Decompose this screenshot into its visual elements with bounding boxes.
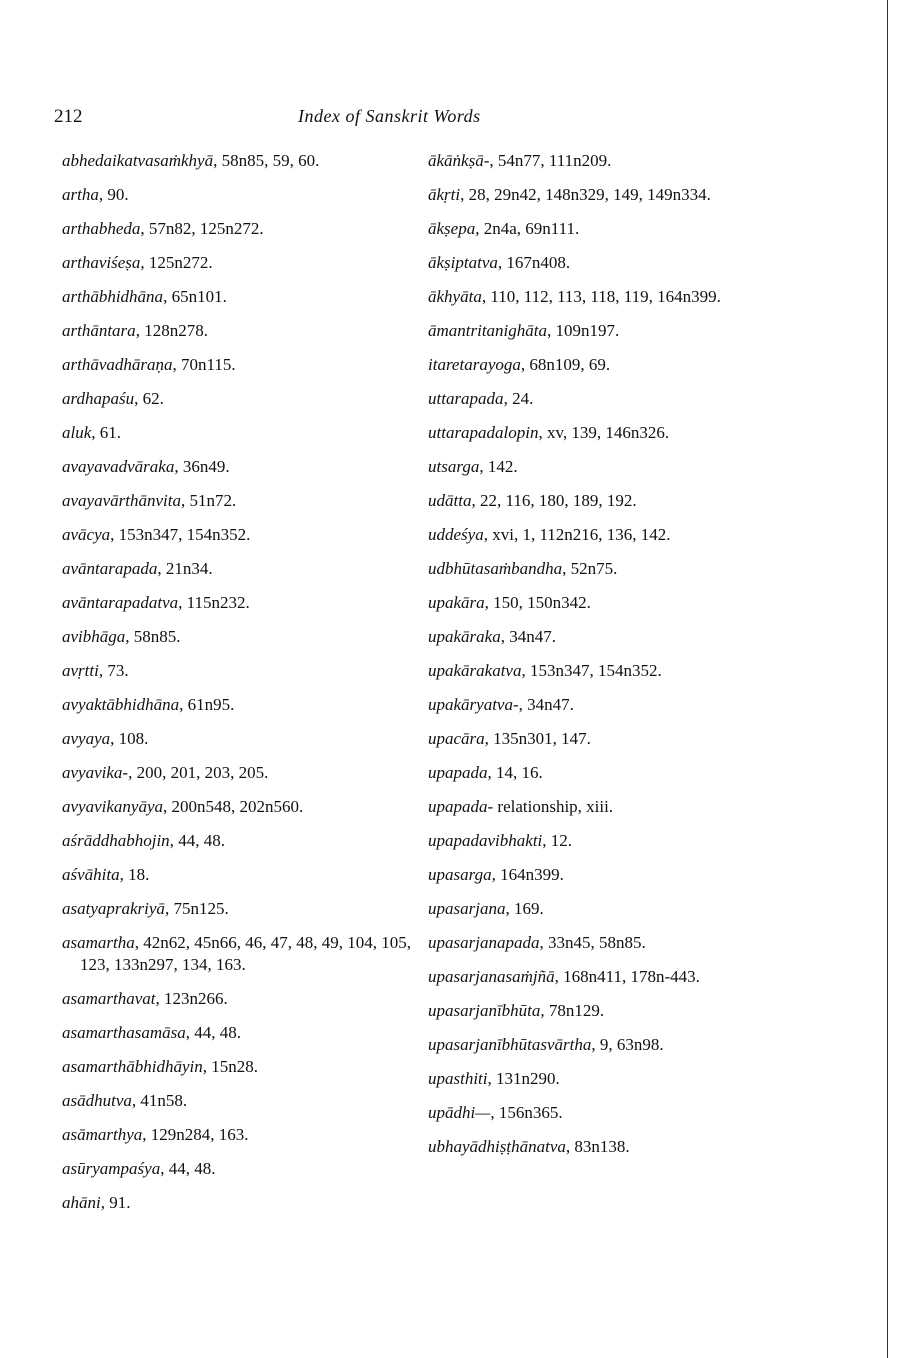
- headword: arthabheda: [62, 219, 141, 238]
- page-references: , 128n278.: [135, 321, 208, 340]
- index-entry: [428, 592, 768, 614]
- page-references: , 200, 201, 203, 205.: [128, 763, 269, 782]
- headword: uttarapadalopin: [428, 423, 539, 442]
- headword: avyaya: [62, 729, 111, 748]
- headword: upasarga: [428, 865, 492, 884]
- index-entry: [428, 1102, 768, 1124]
- index-entry: [428, 1034, 768, 1056]
- headword: ākṛti: [428, 185, 461, 204]
- page-references: , 153n347, 154n352.: [521, 661, 662, 680]
- index-entry: [62, 388, 412, 410]
- page-references: , 125n272.: [140, 253, 213, 272]
- index-entry: [62, 728, 412, 750]
- headword: asamarthasamāsa: [62, 1023, 186, 1042]
- page-references: , 44, 48.: [169, 831, 225, 850]
- index-entry: [428, 252, 768, 274]
- index-entry: [428, 1136, 768, 1158]
- page-references: , 70n115.: [172, 355, 236, 374]
- index-entry: [428, 898, 768, 920]
- page-references: , 90.: [98, 185, 129, 204]
- headword: aśvāhita: [62, 865, 120, 884]
- index-column-right: [428, 150, 768, 1170]
- headword: avayavārthānvita: [62, 491, 181, 510]
- index-entry: [428, 728, 768, 750]
- index-entry: [62, 932, 412, 976]
- index-entry: [428, 218, 768, 240]
- index-entry: [62, 796, 412, 818]
- index-entry: [62, 1192, 412, 1214]
- page-references: , 54n77, 111n209.: [489, 151, 612, 170]
- running-title: Index of Sanskrit Words: [298, 106, 481, 126]
- headword: arthāntara: [62, 321, 136, 340]
- index-entry: [428, 1068, 768, 1090]
- page-references: , 164n399.: [491, 865, 564, 884]
- page-references: , 115n232.: [178, 593, 250, 612]
- headword: asamarthābhidhāyin: [62, 1057, 203, 1076]
- headword: upapada-: [428, 797, 494, 816]
- index-entry: [62, 592, 412, 614]
- index-entry: [62, 660, 412, 682]
- page-references: , 33n45, 58n85.: [539, 933, 646, 952]
- index-entry: [62, 1158, 412, 1180]
- page-references: , 65n101.: [163, 287, 227, 306]
- index-entry: [62, 422, 412, 444]
- page-references: , 169.: [505, 899, 544, 918]
- headword: upakāraka: [428, 627, 501, 646]
- page-references: , 12.: [542, 831, 573, 850]
- index-entry: [62, 252, 412, 274]
- headword: upakārakatva: [428, 661, 522, 680]
- index-entry: [62, 830, 412, 852]
- index-entry: [62, 864, 412, 886]
- headword: avyavikanyāya: [62, 797, 163, 816]
- headword: avibhāga: [62, 627, 126, 646]
- page-references: , 75n125.: [164, 899, 229, 918]
- page-references: , 34n47.: [500, 627, 556, 646]
- page-references: , 135n301, 147.: [484, 729, 591, 748]
- page-references: , 57n82, 125n272.: [140, 219, 264, 238]
- index-entry: [428, 864, 768, 886]
- page-references: , 83n138.: [565, 1137, 630, 1156]
- index-entry: [428, 796, 768, 818]
- page-references: , 34n47.: [518, 695, 574, 714]
- page-references: , 21n34.: [157, 559, 213, 578]
- index-entry: [428, 286, 768, 308]
- headword: artha: [62, 185, 99, 204]
- index-entry: [428, 456, 768, 478]
- headword: upasarjana: [428, 899, 506, 918]
- headword: upapada: [428, 763, 488, 782]
- page-references: , 110, 112, 113, 118, 119, 164n399.: [481, 287, 721, 306]
- index-entry: [428, 184, 768, 206]
- headword: upakāryatva-: [428, 695, 519, 714]
- page-references: , 78n129.: [540, 1001, 605, 1020]
- index-entry: [428, 524, 768, 546]
- index-entry: [62, 184, 412, 206]
- index-entry: [428, 320, 768, 342]
- headword: upasarjanasaṁjñā: [428, 967, 555, 986]
- page-references: relationship, xiii.: [493, 797, 614, 816]
- page-references: , 62.: [134, 389, 164, 408]
- page-references: , 167n408.: [497, 253, 571, 272]
- index-entry: [428, 1000, 768, 1022]
- index-entry: [62, 988, 412, 1010]
- index-entry: [62, 1022, 412, 1044]
- page-references: , 131n290.: [487, 1069, 560, 1088]
- page-references: , 28, 29n42, 148n329, 149, 149n334.: [460, 185, 711, 204]
- page-references: , 2n4a, 69n111.: [475, 219, 580, 238]
- headword: udbhūtasaṁbandha: [428, 559, 563, 578]
- page-references: , 51n72.: [180, 491, 237, 510]
- headword: aśrāddhabhojin: [62, 831, 170, 850]
- page-references: , 150, 150n342.: [484, 593, 591, 612]
- index-entry: [428, 490, 768, 512]
- index-entry: [62, 150, 412, 172]
- page-references: , 42n62, 45n66, 46, 47, 48, 49, 104, 105, 123, 133n297, 134, 163.: [80, 933, 411, 974]
- index-entry: [62, 1056, 412, 1078]
- headword: upasthiti: [428, 1069, 488, 1088]
- headword: upasarjanībhūta: [428, 1001, 541, 1020]
- index-entry: [62, 1124, 412, 1146]
- page-references: , 61.: [91, 423, 122, 442]
- headword: avāntarapadatva: [62, 593, 179, 612]
- headword: uddeśya: [428, 525, 484, 544]
- headword: asūryampaśya: [62, 1159, 161, 1178]
- index-entry: [428, 558, 768, 580]
- headword: ākhyāta: [428, 287, 482, 306]
- headword: abhedaikatvasaṁkhyā: [62, 151, 214, 170]
- headword: aluk: [62, 423, 92, 442]
- page-references: , 41n58.: [131, 1091, 188, 1110]
- headword: arthābhidhāna: [62, 287, 164, 306]
- index-entry: [428, 354, 768, 376]
- page-references: , 52n75.: [562, 559, 618, 578]
- headword: ākṣiptatva: [428, 253, 498, 272]
- page-references: , 73.: [98, 661, 129, 680]
- headword: ākṣepa: [428, 219, 476, 238]
- headword: asādhutva: [62, 1091, 132, 1110]
- page-references: , 91.: [100, 1193, 131, 1212]
- index-entry: [62, 626, 412, 648]
- index-entry: [428, 830, 768, 852]
- page-number: 212: [54, 106, 83, 127]
- page-references: , xv, 139, 146n326.: [538, 423, 670, 442]
- headword: ākāṅkṣā-: [428, 151, 490, 170]
- headword: avācya: [62, 525, 111, 544]
- page-references: , 156n365.: [490, 1103, 563, 1122]
- page-references: , 36n49.: [174, 457, 230, 476]
- index-entry: [62, 762, 412, 784]
- headword: arthāvadhāraṇa: [62, 355, 173, 374]
- headword: avyavika-: [62, 763, 129, 782]
- page-references: , 15n28.: [202, 1057, 258, 1076]
- index-entry: [62, 1090, 412, 1112]
- scan-edge-line: [887, 0, 888, 1358]
- index-entry: [428, 388, 768, 410]
- page-references: , 153n347, 154n352.: [110, 525, 251, 544]
- headword: utsarga: [428, 457, 480, 476]
- page-references: , 58n85.: [125, 627, 181, 646]
- index-entry: [428, 966, 768, 988]
- page-references: , 9, 63n98.: [591, 1035, 664, 1054]
- headword: upasarjanībhūtasvārtha: [428, 1035, 592, 1054]
- index-entry: [428, 762, 768, 784]
- headword: ahāni: [62, 1193, 101, 1212]
- index-entry: [62, 490, 412, 512]
- page-references: , 68n109, 69.: [520, 355, 611, 374]
- headword: avāntarapada: [62, 559, 158, 578]
- index-entry: [428, 694, 768, 716]
- index-entry: [428, 422, 768, 444]
- headword: avayavadvāraka: [62, 457, 175, 476]
- headword: upacāra: [428, 729, 485, 748]
- index-entry: [62, 558, 412, 580]
- index-entry: [62, 694, 412, 716]
- index-entry: [62, 286, 412, 308]
- index-entry: [62, 898, 412, 920]
- page-references: , 14, 16.: [487, 763, 543, 782]
- headword: āmantritanighāta: [428, 321, 548, 340]
- headword: upakāra: [428, 593, 485, 612]
- headword: upasarjanapada: [428, 933, 540, 952]
- page-references: , 24.: [503, 389, 534, 408]
- headword: asāmarthya: [62, 1125, 143, 1144]
- index-entry: [62, 218, 412, 240]
- page-references: , 168n411, 178n-443.: [554, 967, 700, 986]
- index-column-left: [62, 150, 412, 1226]
- headword: ardhapaśu: [62, 389, 135, 408]
- headword: upapadavibhakti: [428, 831, 543, 850]
- index-entry: [428, 660, 768, 682]
- index-entry: [428, 932, 768, 954]
- index-entry: [428, 150, 768, 172]
- page-references: , 200n548, 202n560.: [163, 797, 304, 816]
- page-references: , 18.: [119, 865, 150, 884]
- index-entry: [428, 626, 768, 648]
- headword: asamarthavat: [62, 989, 156, 1008]
- page-references: , 22, 116, 180, 189, 192.: [471, 491, 637, 510]
- page-references: , 142.: [479, 457, 518, 476]
- page-references: , 61n95.: [179, 695, 235, 714]
- headword: upādhi—: [428, 1103, 491, 1122]
- headword: uttarapada: [428, 389, 504, 408]
- page-references: , 58n85, 59, 60.: [213, 151, 320, 170]
- index-entry: [62, 524, 412, 546]
- page-references: , 129n284, 163.: [142, 1125, 249, 1144]
- headword: asatyaprakriyā: [62, 899, 165, 918]
- page-references: , 109n197.: [547, 321, 620, 340]
- headword: arthaviśeṣa: [62, 253, 141, 272]
- page-references: , xvi, 1, 112n216, 136, 142.: [483, 525, 671, 544]
- headword: asamartha: [62, 933, 135, 952]
- index-entry: [62, 354, 412, 376]
- headword: udātta: [428, 491, 472, 510]
- headword: avyaktābhidhāna: [62, 695, 180, 714]
- page-references: , 44, 48.: [185, 1023, 241, 1042]
- headword: itaretarayoga: [428, 355, 521, 374]
- page-references: , 123n266.: [155, 989, 228, 1008]
- headword: avṛtti: [62, 661, 99, 680]
- headword: ubhayādhiṣṭhānatva: [428, 1137, 566, 1156]
- index-entry: [62, 320, 412, 342]
- page-references: , 108.: [110, 729, 149, 748]
- index-entry: [62, 456, 412, 478]
- page-references: , 44, 48.: [160, 1159, 216, 1178]
